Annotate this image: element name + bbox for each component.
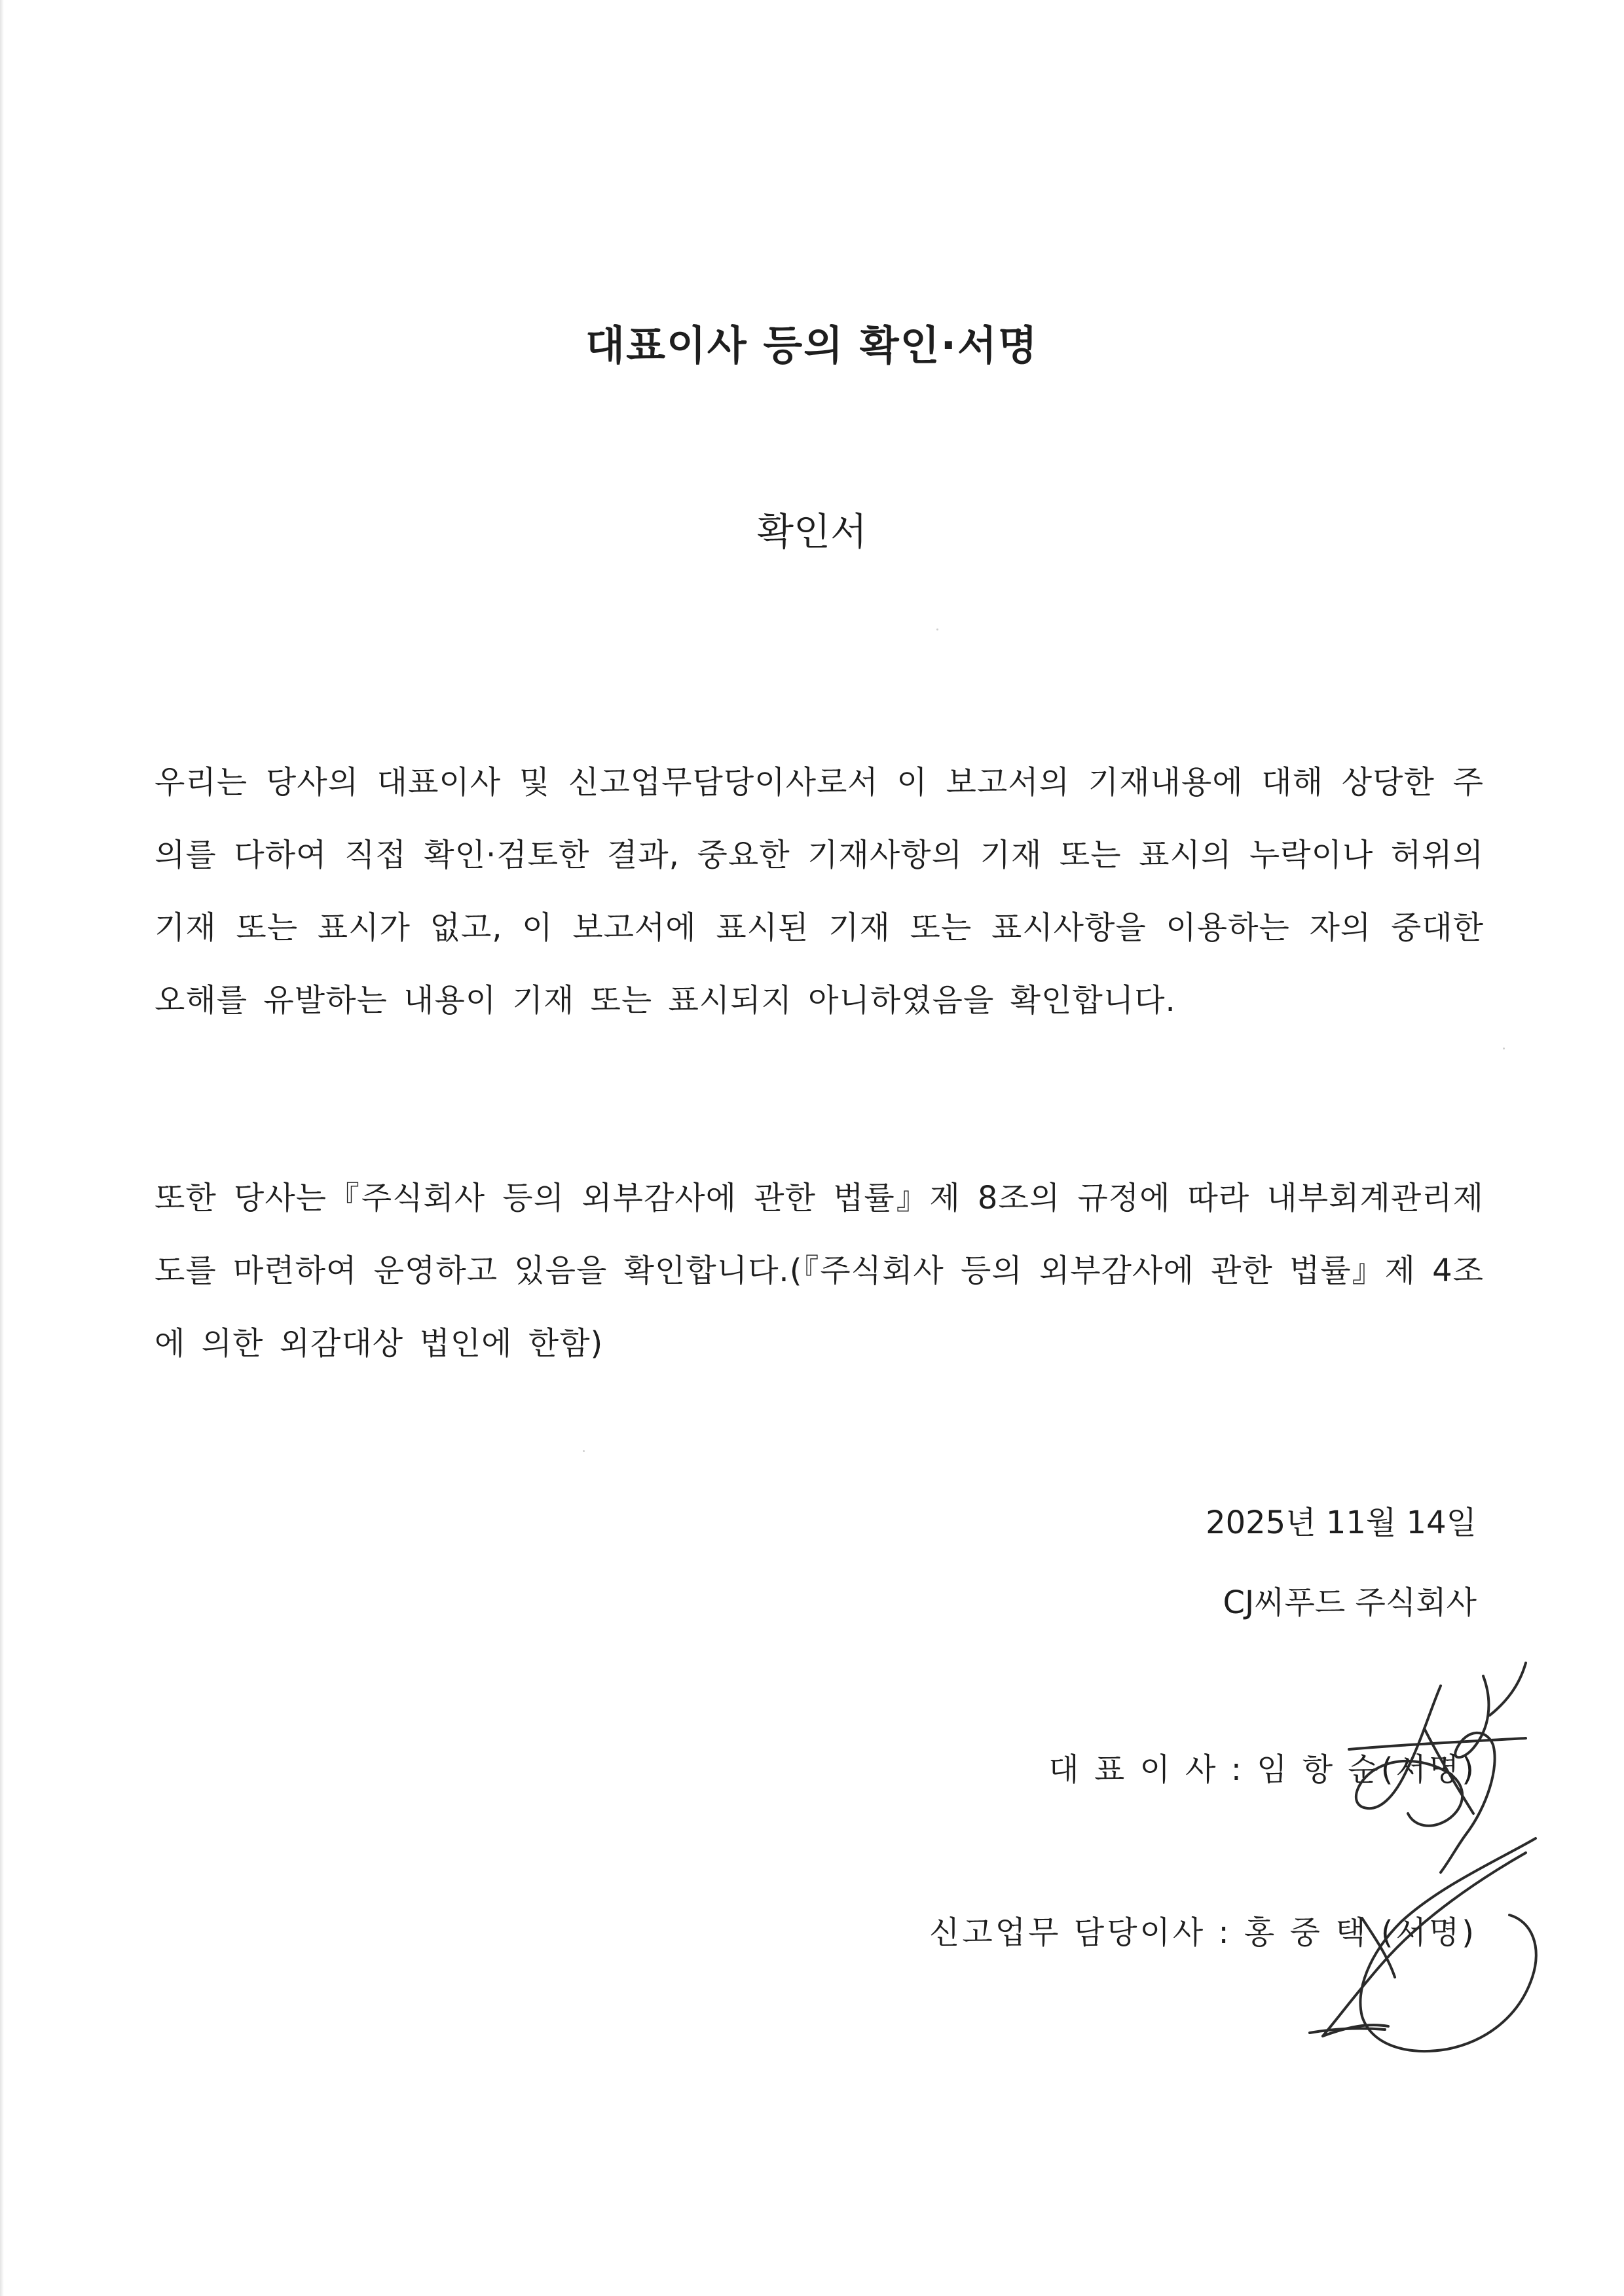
scan-speck: [583, 1450, 585, 1452]
internal-control-paragraph: 또한 당사는『주식회사 등의 외부감사에 관한 법률』제 8조의 규정에 따라 내부회계관리제도를 마련하여 운영하고 있음을 확인합니다.(『주식회사 등의 외부감사에 관한 법률』제 4조에 의한 외감대상 법인에 한함): [155, 1180, 1484, 1362]
company-name: CJ씨푸드 주식회사: [1223, 1584, 1477, 1621]
ceo-signature-line: 대 표 이 사 : 임 항 순(서명): [1048, 1751, 1477, 1788]
scan-speck: [1503, 1048, 1505, 1049]
reporting-officer-signature-line: 신고업무 담당이사 : 홍 중 택 (서명): [929, 1914, 1477, 1951]
document-date: 2025년 11월 14일: [1206, 1504, 1477, 1541]
scan-speck: [936, 629, 938, 630]
document-subtitle: 확인서: [756, 509, 868, 554]
document-title: 대표이사 등의 확인·서명: [585, 321, 1039, 369]
confirmation-paragraph: 우리는 당사의 대표이사 및 신고업무담당이사로서 이 보고서의 기재내용에 대해 상당한 주의를 다하여 직접 확인·검토한 결과, 중요한 기재사항의 기재 또는 표시의 누락이나 허위의 기재 또는 표시가 없고, 이 보고서에 표시된 기재 또는 표시사항을 이용하는 자의 중대한 오해를 유발하는 내용이 기재 또는 표시되지 아니하였음을 확인합니다.: [155, 764, 1484, 1019]
